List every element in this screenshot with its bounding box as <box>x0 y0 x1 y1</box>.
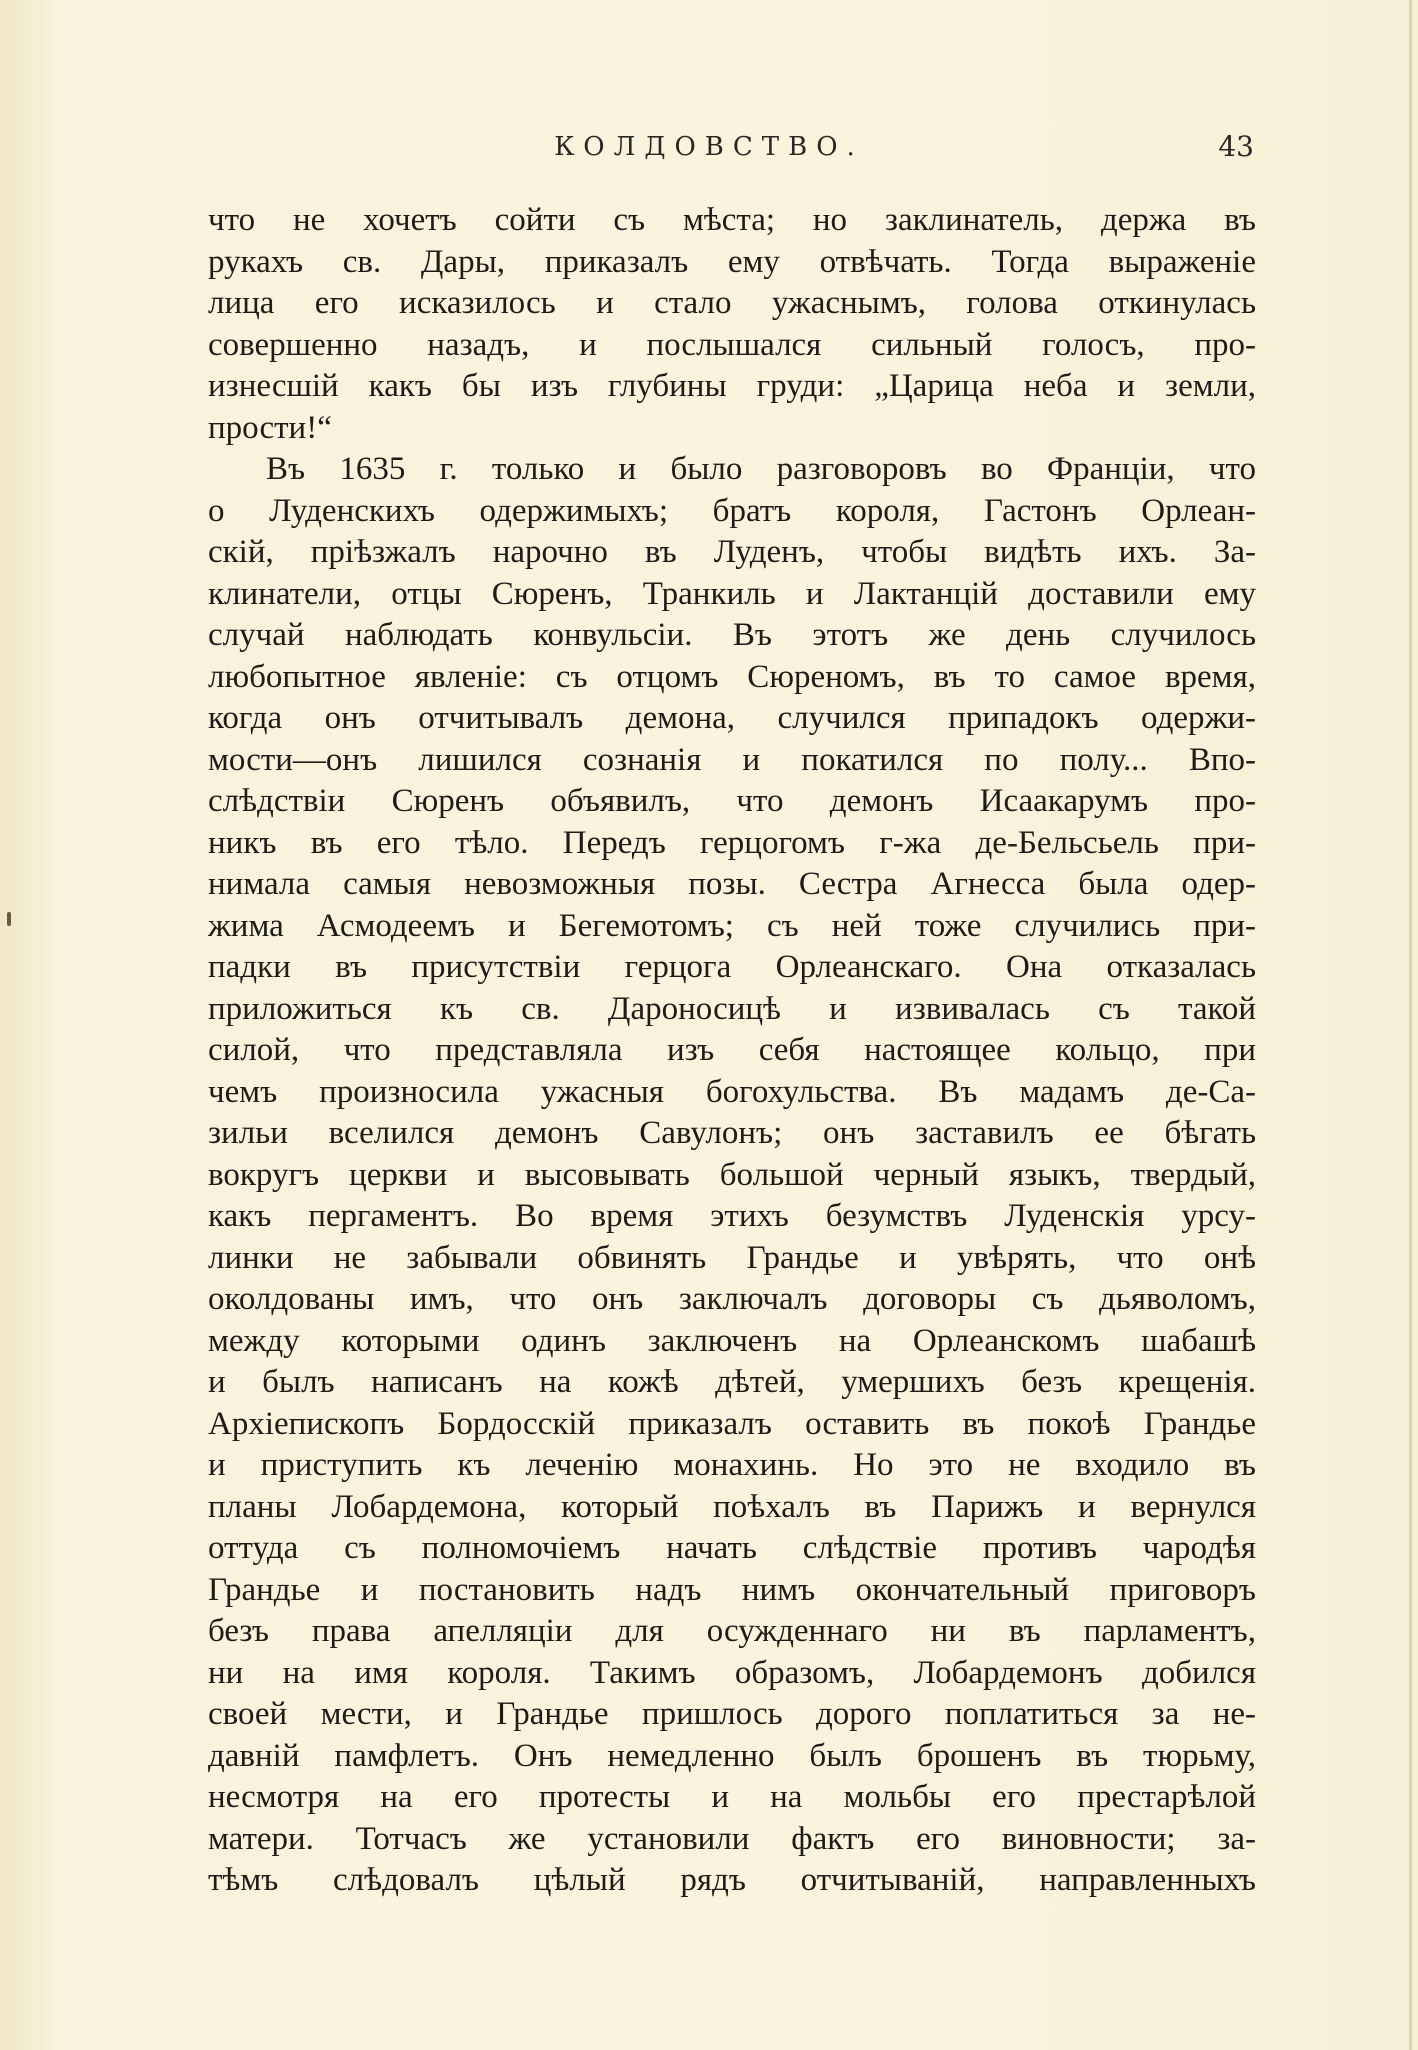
text-line: между которыми одинъ заключенъ на Орлеанскомъ шабашѣ <box>208 1322 1256 1359</box>
text-line: линки не забывали обвинять Грандье и увѣрять, что онѣ <box>208 1239 1256 1276</box>
text-line: силой, что представляла изъ себя настоящее кольцо, при <box>208 1032 1256 1068</box>
text-line: матери. Тотчасъ же установили фактъ его виновности; за- <box>208 1820 1256 1857</box>
page-edge <box>1409 0 1412 2050</box>
text-line: Архіепископъ Бордосскій приказалъ оставить въ покоѣ Грандье <box>208 1405 1256 1442</box>
text-line: приложиться къ св. Дароносицѣ и извивалась съ такой <box>208 990 1256 1027</box>
text-line: о Луденскихъ одержимыхъ; братъ короля, Гастонъ Орлеан- <box>208 492 1256 529</box>
body-text <box>208 200 1256 1902</box>
text-line: случай наблюдать конвульсіи. Въ этотъ же день случилось <box>208 617 1256 653</box>
text-line: и былъ написанъ на кожѣ дѣтей, умершихъ безъ крещенія. <box>208 1364 1256 1400</box>
text-line: планы Лобардемона, который поѣхалъ въ Парижъ и вернулся <box>208 1488 1256 1525</box>
paragraph-first-line: Въ 1635 г. только и было разговоровъ во Франціи, что <box>266 451 1256 487</box>
text-line: тѣмъ слѣдовалъ цѣлый рядъ отчитываній, направленныхъ <box>208 1862 1256 1898</box>
text-line: лица его исказилось и стало ужаснымъ, голова откинулась <box>208 285 1256 321</box>
text-line: падки въ присутствіи герцога Орлеанскаго. Она отказалась <box>208 949 1256 985</box>
text-line: вокругъ церкви и высовывать большой черный языкъ, твердый, <box>208 1156 1256 1193</box>
text-line: прости!“ <box>208 409 332 446</box>
text-line: ни на имя короля. Такимъ образомъ, Лобардемонъ добился <box>208 1654 1256 1691</box>
text-line: зильи вселился демонъ Савулонъ; онъ заставилъ ее бѣгать <box>208 1115 1256 1151</box>
text-line: Грандье и постановить надъ нимъ окончательный приговоръ <box>208 1571 1256 1608</box>
text-line: совершенно назадъ, и послышался сильный голосъ, про- <box>208 326 1256 363</box>
text-line: чемъ произносила ужасныя богохульства. Въ мадамъ де-Са- <box>208 1073 1256 1110</box>
text-line: никъ въ его тѣло. Передъ герцогомъ г-жа де-Бельсьель при- <box>208 824 1256 861</box>
text-line: и приступить къ леченію монахинь. Но это не входило въ <box>208 1447 1256 1483</box>
running-head <box>0 132 1418 172</box>
page-number: 43 <box>1218 130 1254 163</box>
running-title: КОЛДОВСТВО. <box>554 132 864 162</box>
text-line: клинатели, отцы Сюренъ, Транкиль и Лактанцій доставили ему <box>208 575 1256 612</box>
text-line: несмотря на его протесты и на мольбы его престарѣлой <box>208 1779 1256 1815</box>
text-line: своей мести, и Грандье пришлось дорого поплатиться за не- <box>208 1696 1256 1732</box>
text-line: оттуда съ полномочіемъ начать слѣдствіе противъ чародѣя <box>208 1530 1256 1566</box>
text-line: изнесшій какъ бы изъ глубины груди: „Царица неба и земли, <box>208 368 1256 404</box>
text-line: нимала самыя невозможныя позы. Сестра Агнесса была одер- <box>208 866 1256 902</box>
text-line: мости—онъ лишился сознанія и покатился по полу... Впо- <box>208 741 1256 778</box>
text-line: любопытное явленіе: съ отцомъ Сюреномъ, въ то самое время, <box>208 658 1256 695</box>
margin-ink-mark <box>7 912 11 926</box>
text-line: околдованы имъ, что онъ заключалъ договоры съ дьяволомъ, <box>208 1281 1256 1317</box>
text-line: скій, пріѣзжалъ нарочно въ Луденъ, чтобы видѣть ихъ. За- <box>208 534 1256 570</box>
text-line: слѣдствіи Сюренъ объявилъ, что демонъ Исаакарумъ про- <box>208 783 1256 819</box>
text-line: давній памфлетъ. Онъ немедленно былъ брошенъ въ тюрьму, <box>208 1737 1256 1774</box>
text-line: когда онъ отчитывалъ демона, случился припадокъ одержи- <box>208 700 1256 736</box>
text-line: рукахъ св. Дары, приказалъ ему отвѣчать. Тогда выраженіе <box>208 243 1256 280</box>
text-line: какъ пергаментъ. Во время этихъ безумствъ Луденскія урсу- <box>208 1198 1256 1234</box>
text-line: что не хочетъ сойти съ мѣста; но заклинатель, держа въ <box>208 202 1256 238</box>
text-line: безъ права апелляціи для осужденнаго ни въ парламентъ, <box>208 1613 1256 1649</box>
text-line: жима Асмодеемъ и Бегемотомъ; съ ней тоже случились при- <box>208 907 1256 944</box>
